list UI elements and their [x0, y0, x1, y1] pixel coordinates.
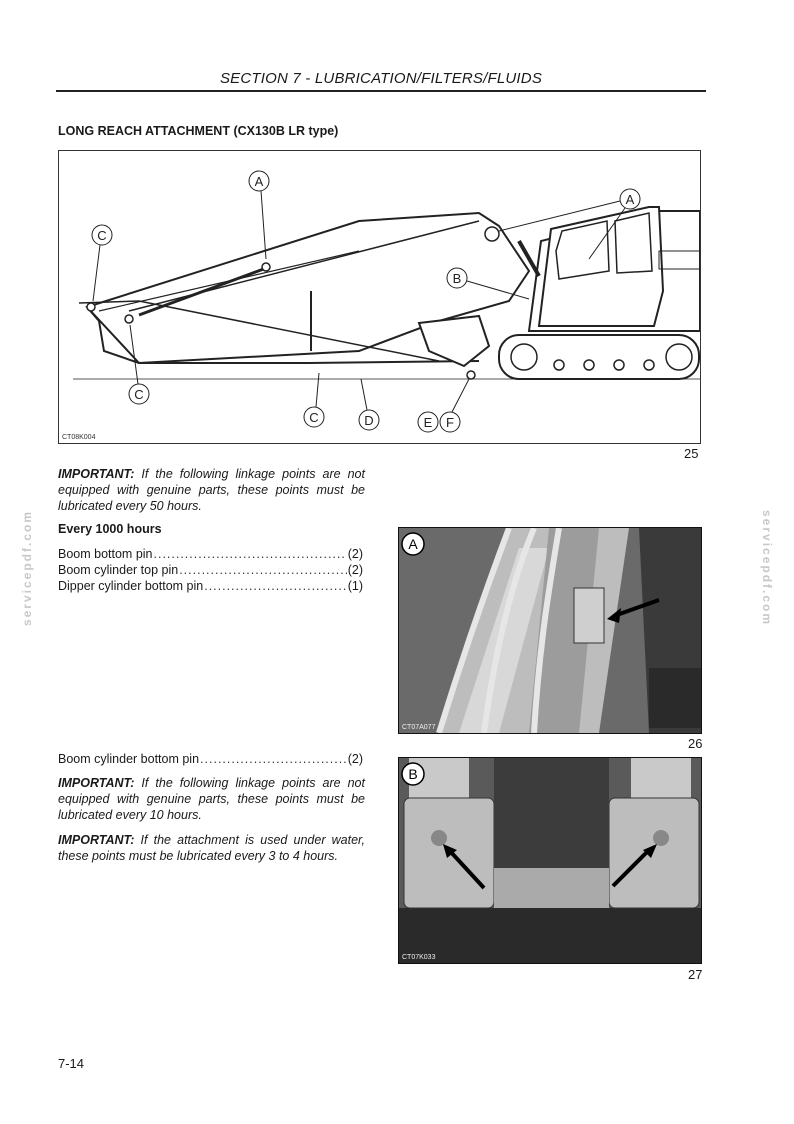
pin-list-1000h — [58, 546, 363, 594]
pin-qty: (1) — [347, 579, 363, 593]
important-text: If the following linkage points are not equipped with genuine parts, these points must be lubricated every 10 hours. — [58, 776, 365, 822]
figure-number: 25 — [684, 446, 699, 461]
callout-c-bottom — [304, 373, 324, 427]
pin-qty: (2) — [347, 563, 363, 577]
pin-qty: (2) — [347, 752, 363, 766]
pin-name: Boom bottom pin — [58, 547, 153, 561]
callout-text: C — [309, 410, 319, 425]
pin-list-boom-cylinder — [58, 751, 363, 767]
pin-name: Boom cylinder top pin — [58, 563, 179, 577]
important-note-1 — [58, 466, 365, 514]
photo-a — [398, 527, 702, 734]
important-note-2 — [58, 775, 365, 823]
interval-heading: Every 1000 hours — [58, 522, 162, 536]
important-label: IMPORTANT: — [58, 467, 135, 481]
important-text: If the following linkage points are not equipped with genuine parts, these points must be lubricated every 50 hours. — [58, 467, 365, 513]
important-label: IMPORTANT: — [58, 776, 135, 790]
important-text: If the attachment is used under water, these points must be lubricated every 3 to 4 hours. — [58, 833, 365, 863]
important-label: IMPORTANT: — [58, 833, 135, 847]
excavator-drawing — [59, 151, 700, 443]
photo-code: CT07A077 — [402, 724, 436, 731]
callout-text: D — [364, 413, 374, 428]
callout-a-boom — [249, 171, 269, 259]
important-note-3 — [58, 832, 365, 864]
photo-label: B — [408, 766, 418, 782]
list-item — [58, 751, 363, 767]
leader-dots — [154, 546, 347, 562]
pin-name: Boom cylinder bottom pin — [58, 752, 200, 766]
callout-c-top — [92, 225, 112, 301]
photo-label: A — [408, 536, 418, 552]
callout-e — [418, 412, 438, 432]
figure-number: 27 — [688, 967, 703, 982]
pin-name: Dipper cylinder bottom pin — [58, 579, 204, 593]
pin-qty: (2) — [347, 547, 363, 561]
figure-number: 26 — [688, 736, 703, 751]
callout-d — [359, 379, 379, 430]
callout-f — [440, 379, 469, 432]
callout-text: C — [97, 228, 107, 243]
list-item — [58, 578, 363, 594]
leader-dots — [200, 751, 347, 767]
excavator-figure — [58, 150, 701, 444]
callout-text: B — [452, 271, 462, 286]
callout-text: A — [625, 192, 635, 207]
callout-text: F — [446, 415, 454, 430]
section-title: SECTION 7 - LUBRICATION/FILTERS/FLUIDS — [219, 70, 543, 87]
callout-text: C — [134, 387, 144, 402]
figure-code: CT08K004 — [62, 434, 96, 441]
section-heading: LONG REACH ATTACHMENT (CX130B LR type) — [58, 124, 339, 138]
watermark-right: servicepdf.com — [760, 510, 774, 627]
page-number: 7-14 — [58, 1056, 85, 1071]
header-rule — [56, 90, 706, 92]
list-item — [58, 546, 363, 562]
photo-b — [398, 757, 702, 964]
photo-code: CT07K033 — [402, 954, 436, 961]
leader-dots — [179, 562, 347, 578]
callout-text: A — [254, 174, 264, 189]
list-item — [58, 562, 363, 578]
leader-dots — [204, 578, 347, 594]
callout-text: E — [423, 415, 433, 430]
watermark-left: servicepdf.com — [20, 510, 34, 627]
photo-a-image — [399, 528, 701, 733]
photo-b-image — [399, 758, 701, 963]
